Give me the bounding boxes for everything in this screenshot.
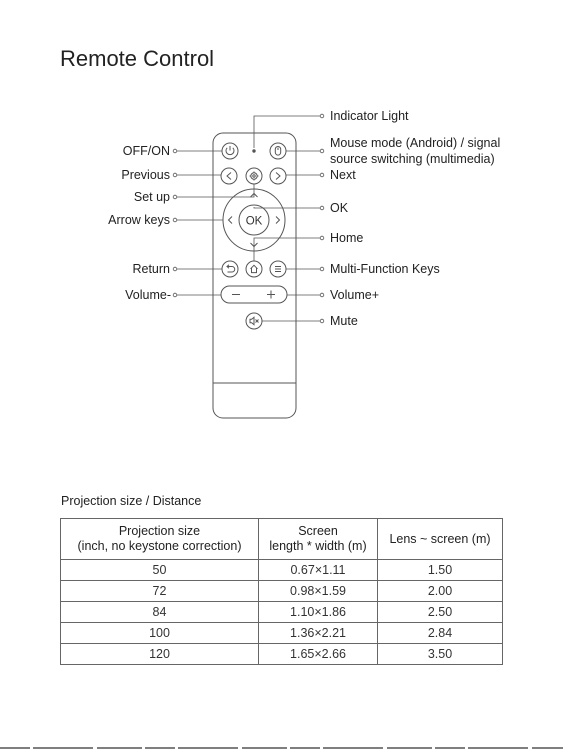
cell-screen: 0.67×1.11 <box>259 560 378 581</box>
cell-lens: 2.00 <box>378 581 503 602</box>
table-row <box>61 644 503 665</box>
table-row <box>61 602 503 623</box>
label-previous: Previous <box>121 168 170 182</box>
label-volume-minus: Volume- <box>125 288 171 302</box>
power-icon <box>226 146 234 155</box>
table-header-row <box>61 519 503 560</box>
return-button <box>222 261 238 277</box>
label-ok: OK <box>330 201 349 215</box>
mouse-icon <box>275 147 280 156</box>
leader-ok <box>254 207 320 208</box>
ok-key-label: OK <box>245 215 263 228</box>
cell-size: 120 <box>61 644 259 665</box>
label-return: Return <box>132 262 170 276</box>
menu-button <box>270 261 286 277</box>
header-screen <box>259 519 378 560</box>
mute-button <box>246 313 262 329</box>
label-multi-function: Multi-Function Keys <box>330 262 440 276</box>
label-arrow-keys: Arrow keys <box>108 213 170 227</box>
next-button <box>270 168 286 184</box>
indicator-light <box>253 150 255 152</box>
return-icon <box>227 265 235 272</box>
cell-lens: 2.84 <box>378 623 503 644</box>
leader-indicator <box>254 116 320 148</box>
cell-size: 72 <box>61 581 259 602</box>
mouse-mode-button <box>270 143 286 159</box>
label-volume-plus: Volume+ <box>330 288 379 302</box>
home-button <box>246 261 262 277</box>
projection-caption: Projection size / Distance <box>61 494 202 508</box>
table-row <box>61 623 503 644</box>
menu-icon <box>275 267 281 272</box>
settings-button <box>246 168 262 184</box>
cell-size: 100 <box>61 623 259 644</box>
label-home: Home <box>330 231 364 245</box>
cell-screen: 0.98×1.59 <box>259 581 378 602</box>
header-size-line1: Projection size <box>118 524 201 538</box>
cell-lens: 3.50 <box>378 644 503 665</box>
cell-screen: 1.10×1.86 <box>259 602 378 623</box>
cell-size: 84 <box>61 602 259 623</box>
mute-icon <box>250 317 259 324</box>
label-mute: Mute <box>330 314 358 328</box>
header-lens: Lens ~ screen (m) <box>378 519 503 560</box>
cell-lens: 1.50 <box>378 560 503 581</box>
table-row <box>61 560 503 581</box>
projection-table <box>60 518 503 665</box>
table-row <box>61 581 503 602</box>
chevron-left-icon <box>229 217 233 224</box>
cell-size: 50 <box>61 560 259 581</box>
power-button <box>222 143 238 159</box>
cell-screen: 1.65×2.66 <box>259 644 378 665</box>
label-off-on: OFF/ON <box>122 144 170 158</box>
cell-screen: 1.36×2.21 <box>259 623 378 644</box>
cell-lens: 2.50 <box>378 602 503 623</box>
label-mouse-mode-line1: Mouse mode (Android) / signal <box>330 136 501 150</box>
chevron-right-icon <box>276 217 280 224</box>
header-projection-size <box>61 519 259 560</box>
chevron-right-icon <box>276 173 280 180</box>
header-size-line2: (inch, no keystone correction) <box>77 539 242 553</box>
home-icon <box>251 265 258 272</box>
label-indicator-light: Indicator Light <box>330 109 409 123</box>
previous-button <box>221 168 237 184</box>
plus-key-label <box>266 287 273 301</box>
label-set-up: Set up <box>133 190 170 204</box>
leader-set-up <box>177 184 254 197</box>
label-mouse-mode-line2: source switching (multimedia) <box>330 152 495 166</box>
header-screen-line2: length * width (m) <box>269 539 367 553</box>
minus-key-label <box>228 287 235 301</box>
label-next: Next <box>330 168 356 182</box>
chevron-left-icon <box>227 173 231 180</box>
page-title: Remote Control <box>60 46 215 71</box>
header-screen-line1: Screen <box>298 524 338 538</box>
bottom-rule <box>0 747 563 749</box>
gear-icon <box>250 172 259 181</box>
